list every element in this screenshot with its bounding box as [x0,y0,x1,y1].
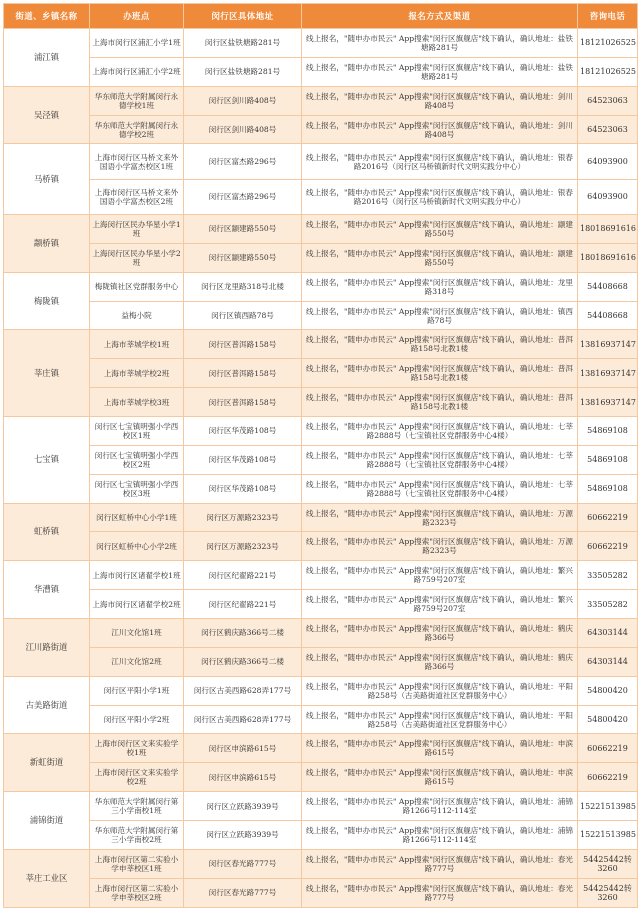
signup-method: 线上报名，"随申办市民云" App搜索"闵行区旗舰店"线下确认，确认地址：浦锦路1266号112-114室 [302,821,578,850]
class-site: 上海市闵行区文来实验学校1班 [90,734,184,763]
signup-method: 线上报名，"随申办市民云" App搜索"闵行区旗舰店"线下确认，确认地址：万源路2323号 [302,503,578,532]
table-row [4,301,638,330]
signup-method: 线上报名，"随申办市民云" App搜索"闵行区旗舰店"线下确认，确认地址：颛建路550号 [302,243,578,272]
header-site: 办班点 [90,4,184,29]
table-row [4,445,638,474]
class-site: 上海市莘城学校1班 [90,330,184,359]
table-row [4,179,638,214]
town-name: 古美路街道 [4,676,90,734]
signup-method: 线上报名，"随申办市民云" App搜索"闵行区旗舰店"线下确认，确认地址：颛建路550号 [302,215,578,244]
signup-method: 线上报名，"随申办市民云" App搜索"闵行区旗舰店"线下确认，确认地址：普洱路158号北教1楼 [302,388,578,417]
contact-phone: 18018691616 [578,215,638,244]
class-site: 上海市闵行区文来实验学校2班 [90,763,184,792]
class-site: 益梅小院 [90,301,184,330]
signup-method: 线上报名，"随申办市民云" App搜索"闵行区旗舰店"线下确认，确认地址：万源路2323号 [302,532,578,561]
class-site: 上海市闵行区诸翟学校2班 [90,590,184,619]
class-address: 闵行区富杰路296号 [184,144,302,179]
class-site: 闵行区平阳小学2班 [90,705,184,734]
contact-phone: 54425442转3260 [578,849,638,878]
class-address: 闵行区华茂路108号 [184,417,302,446]
contact-phone: 33505282 [578,590,638,619]
table-row [4,849,638,878]
class-address: 闵行区普洱路158号 [184,359,302,388]
contact-phone: 60662219 [578,503,638,532]
class-site: 华东师范大学附属闵行永德学校1班 [90,86,184,115]
class-address: 闵行区盐铁塘路281号 [184,57,302,86]
signup-method: 线上报名，"随申办市民云" App搜索"闵行区旗舰店"线下确认，确认地址：春光路777号 [302,878,578,907]
class-site: 梅陇镇社区党群服务中心 [90,272,184,301]
signup-method: 线上报名，"随申办市民云" App搜索"闵行区旗舰店"线下确认，确认地址：鹤庆路366号 [302,619,578,648]
class-site: 上海市闵行区第二实验小学申莘校区2班 [90,878,184,907]
table-row [4,561,638,590]
town-name: 新虹街道 [4,734,90,792]
signup-method: 线上报名，"随申办市民云" App搜索"闵行区旗舰店"线下确认，确认地址：繁兴路759号207室 [302,561,578,590]
class-site: 闵行区七宝镇明强小学西校区2班 [90,445,184,474]
table-row [4,734,638,763]
town-name: 浦江镇 [4,29,90,87]
class-address: 闵行区申滨路615号 [184,734,302,763]
class-site: 上海市闵行区马桥文来外国语小学富杰校区1班 [90,144,184,179]
class-site: 上海市闵行区第二实验小学申莘校区1班 [90,849,184,878]
table-body [4,29,638,908]
contact-phone: 60662219 [578,532,638,561]
signup-method: 线上报名，"随申办市民云" App搜索"闵行区旗舰店"线下确认，确认地址：银春路2016号（闵行区马桥镇新时代文明实践分中心） [302,144,578,179]
contact-phone: 13816937147 [578,359,638,388]
contact-phone: 60662219 [578,734,638,763]
header-row [4,4,638,29]
contact-phone: 18121026525 [578,57,638,86]
table-row [4,272,638,301]
class-site: 闵行区七宝镇明强小学西校区3班 [90,474,184,503]
table-row [4,86,638,115]
class-site: 闵行区虹桥中心小学2班 [90,532,184,561]
contact-phone: 33505282 [578,561,638,590]
town-name: 马桥镇 [4,144,90,215]
table-row [4,474,638,503]
class-site: 闵行区虹桥中心小学1班 [90,503,184,532]
table-header [4,4,638,29]
table-row [4,388,638,417]
town-name: 虹桥镇 [4,503,90,561]
signup-method: 线上报名，"随申办市民云" App搜索"闵行区旗舰店"线下确认，确认地址：七莘路2888号（七宝镇社区党群服务中心4楼） [302,417,578,446]
table-row [4,705,638,734]
signup-method: 线上报名，"随申办市民云" App搜索"闵行区旗舰店"线下确认，确认地址：繁兴路759号207室 [302,590,578,619]
class-address: 闵行区纪翟路221号 [184,590,302,619]
class-address: 闵行区华茂路108号 [184,474,302,503]
contact-phone: 64523063 [578,86,638,115]
table-row [4,503,638,532]
contact-phone: 54869108 [578,474,638,503]
class-address: 闵行区立跃路3939号 [184,792,302,821]
town-name: 莘庄镇 [4,330,90,417]
contact-phone: 13816937147 [578,330,638,359]
town-name: 吴泾镇 [4,86,90,144]
class-site: 上海市闵行区浦汇小学1班 [90,29,184,58]
class-site: 上海闵行区民办华星小学1班 [90,215,184,244]
class-address: 闵行区古美西路628弄177号 [184,705,302,734]
contact-phone: 64303144 [578,619,638,648]
signup-method: 线上报名，"随申办市民云" App搜索"闵行区旗舰店"线下确认，确认地址：盐铁塘路281号 [302,57,578,86]
table-row [4,763,638,792]
header-signup: 报名方式及渠道 [302,4,578,29]
contact-phone: 54800420 [578,676,638,705]
class-site: 上海市莘城学校2班 [90,359,184,388]
table-row [4,144,638,179]
contact-phone: 54408668 [578,301,638,330]
class-site: 上海市闵行区诸翟学校1班 [90,561,184,590]
class-address: 闵行区普洱路158号 [184,330,302,359]
signup-method: 线上报名，"随申办市民云" App搜索"闵行区旗舰店"线下确认，确认地址：鹤庆路366号 [302,647,578,676]
class-site: 闵行区七宝镇明强小学西校区1班 [90,417,184,446]
class-address: 闵行区华茂路108号 [184,445,302,474]
class-address: 闵行区颛建路550号 [184,243,302,272]
town-name: 浦锦街道 [4,792,90,850]
table-row [4,359,638,388]
signup-method: 线上报名，"随申办市民云" App搜索"闵行区旗舰店"线下确认，确认地址：普洱路158号北教1楼 [302,359,578,388]
table-row [4,619,638,648]
town-name: 江川路街道 [4,619,90,677]
class-address: 闵行区鹤庆路366号二楼 [184,647,302,676]
town-name: 梅陇镇 [4,272,90,330]
signup-method: 线上报名，"随申办市民云" App搜索"闵行区旗舰店"线下确认，确认地址：剑川路408号 [302,115,578,144]
contact-phone: 13816937147 [578,388,638,417]
table-row [4,243,638,272]
contact-phone: 64303144 [578,647,638,676]
class-site: 闵行区平阳小学1班 [90,676,184,705]
class-address: 闵行区申滨路615号 [184,763,302,792]
town-name: 华漕镇 [4,561,90,619]
class-site: 华东师范大学附属闵行第三小学南校2班 [90,821,184,850]
contact-phone: 54425442转3260 [578,878,638,907]
class-address: 闵行区富杰路296号 [184,179,302,214]
contact-phone: 54408668 [578,272,638,301]
contact-phone: 54869108 [578,445,638,474]
signup-method: 线上报名，"随申办市民云" App搜索"闵行区旗舰店"线下确认，确认地址：剑川路408号 [302,86,578,115]
contact-phone: 64093900 [578,144,638,179]
class-address: 闵行区盐铁塘路281号 [184,29,302,58]
table-row [4,590,638,619]
signup-method: 线上报名，"随申办市民云" App搜索"闵行区旗舰店"线下确认，确认地址：龙里路318号 [302,272,578,301]
class-address: 闵行区剑川路408号 [184,86,302,115]
class-site: 华东师范大学附属闵行永德学校2班 [90,115,184,144]
table-row [4,821,638,850]
signup-method: 线上报名，"随申办市民云" App搜索"闵行区旗舰店"线下确认，确认地址：申滨路615号 [302,763,578,792]
table-row [4,878,638,907]
contact-phone: 60662219 [578,763,638,792]
contact-phone: 15221513985 [578,792,638,821]
class-address: 闵行区春光路777号 [184,878,302,907]
class-address: 闵行区立跃路3939号 [184,821,302,850]
signup-method: 线上报名，"随申办市民云" App搜索"闵行区旗舰店"线下确认，确认地址：平阳路258号（古美路街道社区党群服务中心） [302,705,578,734]
signup-method: 线上报名，"随申办市民云" App搜索"闵行区旗舰店"线下确认，确认地址：七莘路2888号（七宝镇社区党群服务中心4楼） [302,474,578,503]
header-phone: 咨询电话 [578,4,638,29]
signup-method: 线上报名，"随申办市民云" App搜索"闵行区旗舰店"线下确认，确认地址：平阳路258号（古美路街道社区党群服务中心） [302,676,578,705]
class-address: 闵行区万源路2323号 [184,503,302,532]
town-name: 莘庄工业区 [4,849,90,907]
class-address: 闵行区春光路777号 [184,849,302,878]
class-site: 华东师范大学附属闵行第三小学南校1班 [90,792,184,821]
class-site: 江川文化馆1班 [90,619,184,648]
signup-method: 线上报名，"随申办市民云" App搜索"闵行区旗舰店"线下确认，确认地址：盐铁塘路281号 [302,29,578,58]
contact-phone: 18121026525 [578,29,638,58]
class-site: 上海市闵行区浦汇小学2班 [90,57,184,86]
class-site: 江川文化馆2班 [90,647,184,676]
table-row [4,676,638,705]
contact-phone: 15221513985 [578,821,638,850]
header-address: 闵行区具体地址 [184,4,302,29]
signup-method: 线上报名，"随申办市民云" App搜索"闵行区旗舰店"线下确认，确认地址：申滨路615号 [302,734,578,763]
signup-method: 线上报名，"随申办市民云" App搜索"闵行区旗舰店"线下确认，确认地址：银春路2016号（闵行区马桥镇新时代文明实践分中心） [302,179,578,214]
table-row [4,417,638,446]
table-row [4,647,638,676]
table-row [4,330,638,359]
town-name: 颛桥镇 [4,215,90,273]
signup-method: 线上报名，"随申办市民云" App搜索"闵行区旗舰店"线下确认，确认地址：七莘路2888号（七宝镇社区党群服务中心4楼） [302,445,578,474]
class-address: 闵行区龙里路318号北楼 [184,272,302,301]
table-row [4,215,638,244]
class-address: 闵行区古美西路628弄177号 [184,676,302,705]
town-name: 七宝镇 [4,417,90,504]
table-row [4,29,638,58]
table-row [4,792,638,821]
class-address: 闵行区纪翟路221号 [184,561,302,590]
class-address: 闵行区普洱路158号 [184,388,302,417]
contact-phone: 64093900 [578,179,638,214]
header-town: 街道、乡镇名称 [4,4,90,29]
table-row [4,532,638,561]
signup-method: 线上报名，"随申办市民云" App搜索"闵行区旗舰店"线下确认，确认地址：普洱路158号北教1楼 [302,330,578,359]
signup-method: 线上报名，"随申办市民云" App搜索"闵行区旗舰店"线下确认，确认地址：春光路777号 [302,849,578,878]
table-row [4,57,638,86]
class-address: 闵行区鹤庆路366号二楼 [184,619,302,648]
class-site: 上海市闵行区马桥文来外国语小学富杰校区2班 [90,179,184,214]
signup-method: 线上报名，"随申办市民云" App搜索"闵行区旗舰店"线下确认，确认地址：浦锦路1266号112-114室 [302,792,578,821]
contact-phone: 18018691616 [578,243,638,272]
class-address: 闵行区镇西路78号 [184,301,302,330]
contact-phone: 54869108 [578,417,638,446]
class-address: 闵行区万源路2323号 [184,532,302,561]
contact-phone: 54800420 [578,705,638,734]
signup-method: 线上报名，"随申办市民云" App搜索"闵行区旗舰店"线下确认，确认地址：镇西路78号 [302,301,578,330]
class-address: 闵行区颛建路550号 [184,215,302,244]
class-address: 闵行区剑川路408号 [184,115,302,144]
class-site: 上海市莘城学校3班 [90,388,184,417]
contact-phone: 64523063 [578,115,638,144]
table-row [4,115,638,144]
class-site: 上海闵行区民办华星小学2班 [90,243,184,272]
class-schedule-table [3,3,638,908]
